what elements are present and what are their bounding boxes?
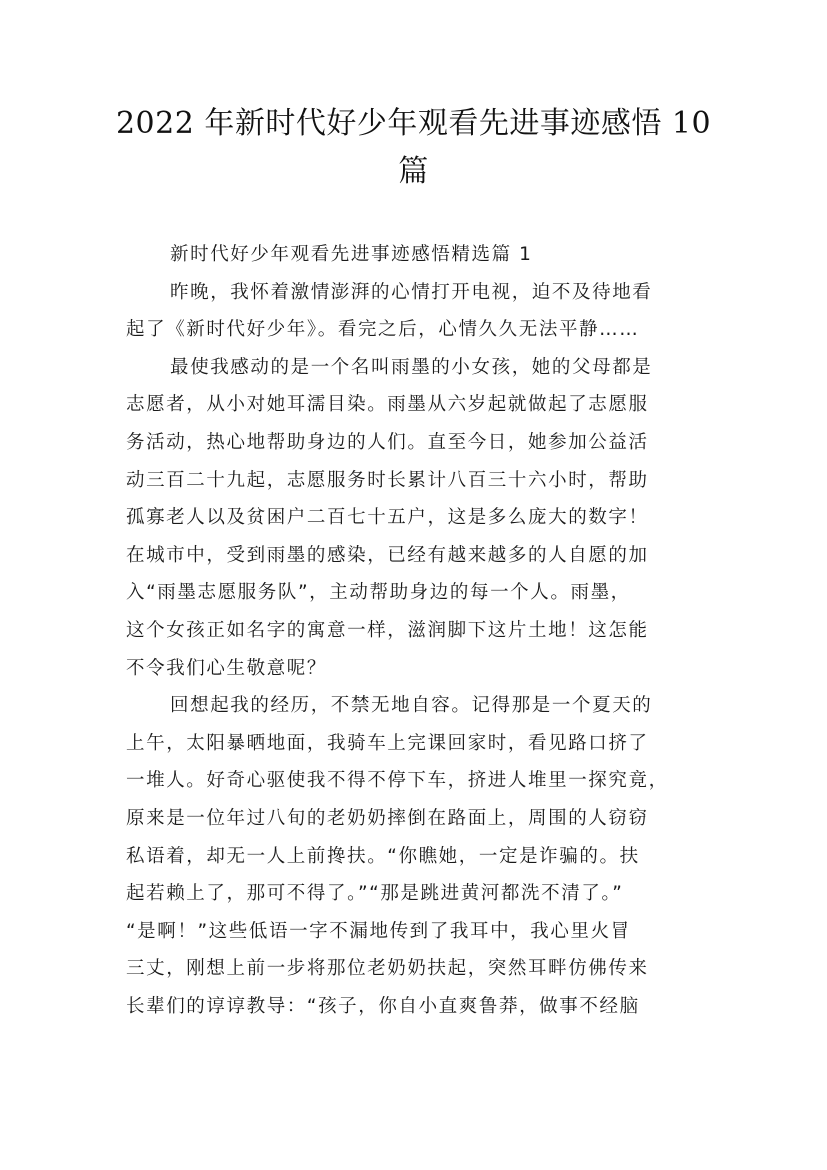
text-line: 上午，太阳暴晒地面，我骑车上完课回家时，看见路口挤了 bbox=[126, 732, 649, 754]
text-line: 务活动，热心地帮助身边的人们。直至今日，她参加公益活 bbox=[126, 431, 649, 453]
text-line: 新时代好少年观看先进事迹感悟精选篇 1 bbox=[170, 244, 533, 265]
text-line: 动三百二十九起，志愿服务时长累计八百三十六小时，帮助 bbox=[126, 469, 649, 491]
title-line-2: 篇 bbox=[398, 154, 429, 189]
text-line: 起了《新时代好少年》。看完之后，心情久久无法平静…… bbox=[126, 319, 640, 341]
document-body bbox=[126, 236, 706, 1025]
text-line: 回想起我的经历，不禁无地自容。记得那是一个夏天的 bbox=[170, 695, 653, 717]
text-line: 入“雨墨志愿服务队”，主动帮助身边的每一个人。雨墨， bbox=[126, 582, 631, 604]
text-line: 起若赖上了，那可不得了。”“那是跳进黄河都洗不清了。” bbox=[126, 883, 624, 905]
title-line-1: 2022 年新时代好少年观看先进事迹感悟 10 bbox=[115, 106, 712, 141]
text-line: 长辈们的谆谆教导：“孩子，你自小直爽鲁莽，做事不经脑 bbox=[126, 995, 640, 1017]
text-line: 私语着，却无一人上前搀扶。“你瞧她，一定是诈骗的。扶 bbox=[126, 845, 640, 867]
text-line: 这个女孩正如名字的寓意一样，滋润脚下这片土地！这怎能 bbox=[126, 619, 649, 641]
text-line: 在城市中，受到雨墨的感染，已经有越来越多的人自愿的加 bbox=[126, 544, 649, 566]
text-line: 原来是一位年过八旬的老奶奶摔倒在路面上，周围的人窃窃 bbox=[126, 807, 649, 829]
text-line: “是啊！”这些低语一字不漏地传到了我耳中，我心里火冒 bbox=[126, 920, 631, 942]
text-line: 昨晚，我怀着激情澎湃的心情打开电视，迫不及待地看 bbox=[170, 281, 653, 303]
text-line: 一堆人。好奇心驱使我不得不停下车，挤进人堆里一探究竟， bbox=[126, 770, 669, 792]
text-line: 最使我感动的是一个名叫雨墨的小女孩，她的父母都是 bbox=[170, 356, 653, 378]
text-line: 孤寡老人以及贫困户二百七十五户，这是多么庞大的数字！ bbox=[126, 507, 649, 529]
document-title bbox=[0, 100, 827, 196]
text-line: 不令我们心生敬意呢？ bbox=[126, 657, 328, 679]
text-line: 志愿者，从小对她耳濡目染。雨墨从六岁起就做起了志愿服 bbox=[126, 394, 649, 416]
text-line: 三丈，刚想上前一步将那位老奶奶扶起，突然耳畔仿佛传来 bbox=[126, 958, 649, 980]
